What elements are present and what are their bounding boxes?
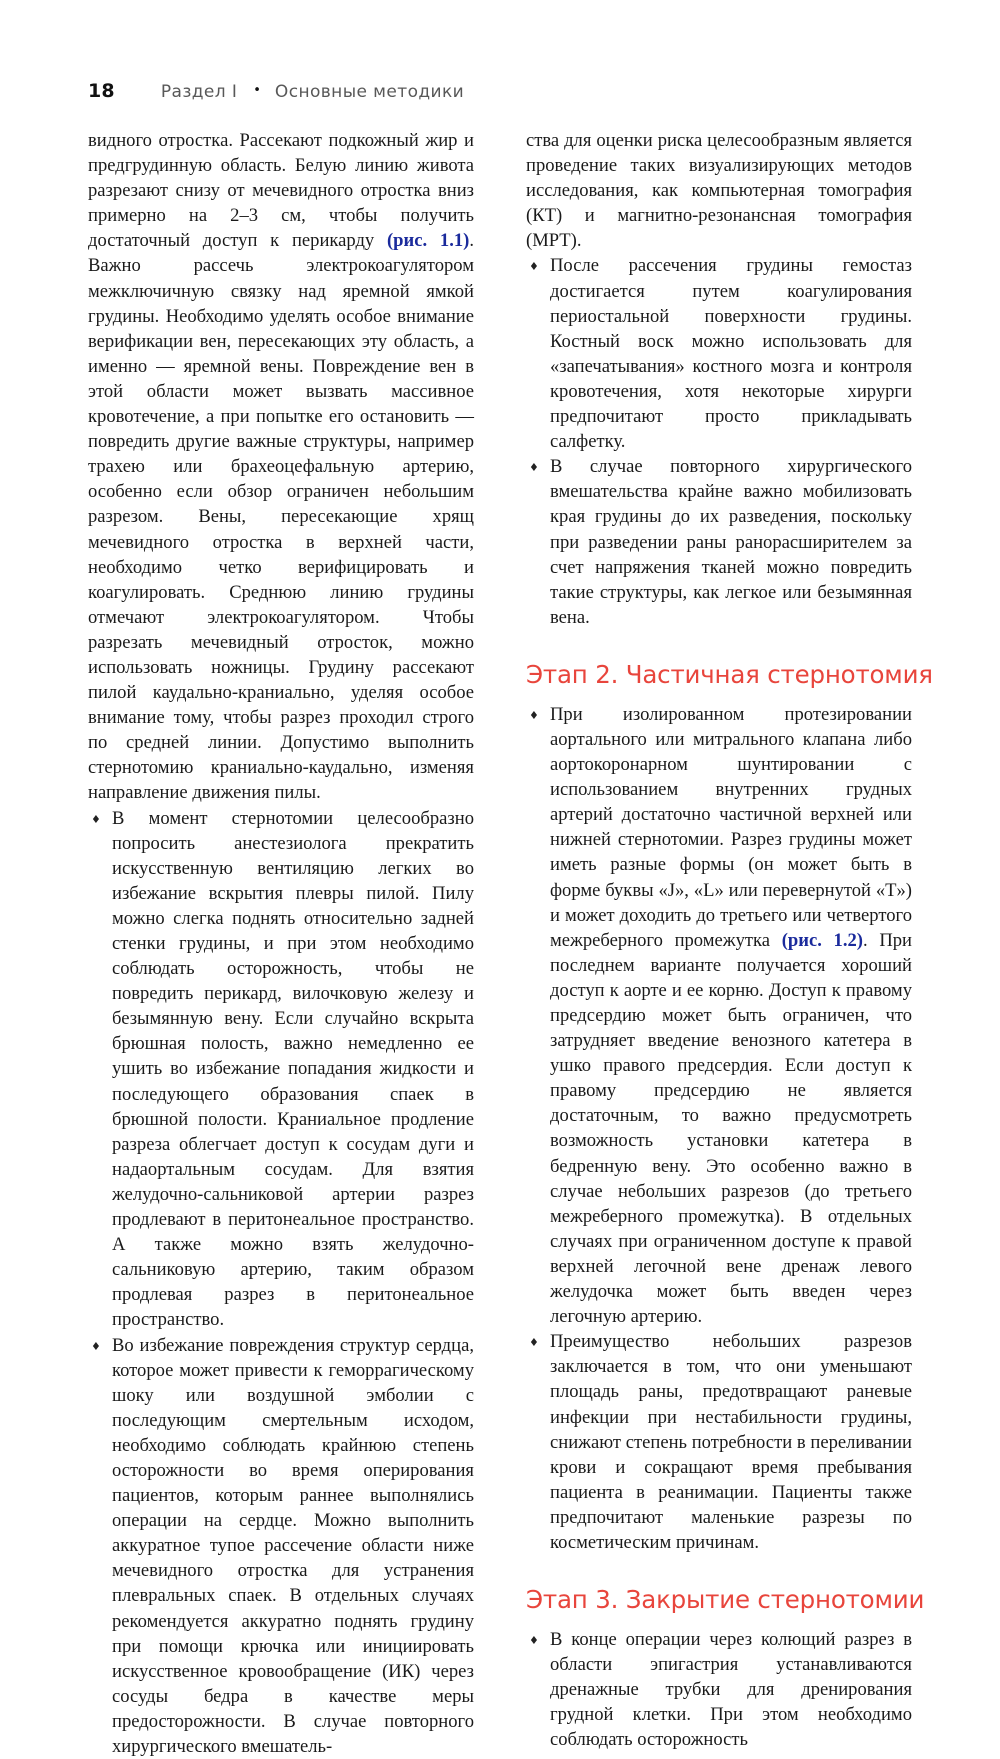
- bullet-paragraph: [526, 1627, 912, 1752]
- bullet-paragraph-text: В случае повторного хирургического вмешательства крайне важно мобилизовать края грудины до их разведения, поскольку при разведении раны ранорасширителем за счет напряжения тканей можно повредить такие структуры, как легкое или безымянная вена.: [550, 456, 912, 628]
- spacer: [526, 630, 912, 660]
- bullet-paragraph-text: В конце операции через колющий разрез в области эпигастрия устанавливаются дренажные трубки для дренирования грудной клетки. При этом необходимо соблюдать осторожность: [550, 1629, 912, 1750]
- bullet-paragraph: [88, 806, 474, 1333]
- paragraph: [88, 128, 474, 806]
- paragraph-text-before-ref: видного отростка. Рассекают подкожный жир и предгрудинную область. Белую линию живота разрезают снизу от мечевидного отростка вниз примерно на 2–3 см, чтобы получить достаточный доступ к перикарду: [88, 130, 474, 251]
- bullet-paragraph: [526, 454, 912, 630]
- diamond-bullet-icon: ♦: [529, 254, 539, 279]
- bullet-paragraph-text-before-ref: При изолированном протезировании аортального или митрального клапана либо аортокоронарном шунтировании с использованием внутренних грудных артерий достаточно частичной верхней или нижней стернотомии. Разрез грудины может иметь разные формы (он может быть в форме буквы «J», «L» или перевернутой «T») и может доходить до третьего или четвертого межреберного промежутка: [550, 704, 912, 951]
- bullet-paragraph-text: Во избежание повреждения структур сердца, которое может привести к геморрагическому шоку или воздушной эмболии с последующим смертельным исходом, необходимо соблюдать крайнюю степень осторожности во время оперирования пациентов, которым раннее выполнялись операции на сердце. Можно выполнить аккуратное тупое рассечение области ниже мечевидного отростка для устранения плевральных спаек. В отдельных случаях рекомендуется аккуратно поднять грудину при помощи крючка или инициировать искусственное кровообращение (ИК) через сосуды бедра в качестве меры предосторожности. В случае повторного хирургического вмешатель-: [112, 1335, 474, 1758]
- diamond-bullet-icon: ♦: [529, 455, 539, 480]
- body-columns: [88, 128, 912, 1408]
- paragraph-text-after-ref: . Важно рассечь электрокоагулятором межключичную связку над яремной ямкой грудины. Необходимо уделять особое внимание верификации вен, пересекающих эту область, а именно — яремной вены. Повреждение вен в этой области может вызвать массивное кровотечение, а при попытке его остановить — повредить другие важные структуры, например трахею или брахеоцефальную артерию, особенно если обзор ограничен небольшим разрезом. Вены, пересекающие хрящ мечевидного отростка в верхней части, необходимо четко верифицировать и коагулировать. Среднюю линию грудины отмечают электрокоагулятором. Чтобы разрезать мечевидный отросток, можно использовать ножницы. Грудину рассекают пилой каудально-краниально, уделяя особое внимание тому, чтобы разрез проходил строго по средней линии. Допустимо выполнить стернотомию краниально-каудально, изменяя направление движения пилы.: [88, 230, 474, 803]
- paragraph: [526, 128, 912, 253]
- page-number: 18: [88, 80, 115, 102]
- figure-reference-link[interactable]: (рис. 1.2): [782, 930, 863, 951]
- diamond-bullet-icon: ♦: [529, 1330, 539, 1355]
- diamond-bullet-icon: ♦: [91, 1334, 101, 1359]
- spacer: [526, 690, 912, 702]
- spacer: [526, 1555, 912, 1585]
- diamond-bullet-icon: ♦: [529, 703, 539, 728]
- running-head-section: Раздел I: [161, 82, 237, 102]
- running-head-title: Основные методики: [275, 82, 464, 102]
- paragraph-text: ства для оценки риска целесообразным является проведение таких визуализирующих методов исследования, как компьютерная томография (КТ) и магнитно-резонансная томография (МРТ).: [526, 130, 912, 251]
- bullet-paragraph-text-after-ref: . При последнем варианте получается хороший доступ к аорте и ее корню. Доступ к правому предсердию может быть ограничен, что затрудняет введение венозного катетера в ушко правого предсердия. Если доступ к правому предсердию не является достаточным, то важно предусмотреть возможность установки катетера в бедренную вену. Это особенно важно в случае небольших разрезов (до третьего межреберного промежутка). В отдельных случаях при ограниченном доступе к правой верхней легочной вене дренаж левого желудочка может быть введен через легочную артерию.: [550, 930, 912, 1327]
- bullet-paragraph: [88, 1333, 474, 1759]
- section-heading-stage-2: Этап 2. Частичная стернотомия: [526, 660, 912, 690]
- bullet-paragraph-text: Преимущество небольших разрезов заключается в том, что они уменьшают площадь раны, предотвращают раневые инфекции при нестабильности грудины, снижают степень потребности в переливании крови и сокращают время пребывания пациента в реанимации. Пациенты также предпочитают маленькие разрезы по косметическим причинам.: [550, 1331, 912, 1553]
- bullet-separator-icon: •: [253, 83, 261, 98]
- bullet-paragraph: [526, 253, 912, 454]
- bullet-paragraph: [526, 1329, 912, 1555]
- bullet-paragraph-text: В момент стернотомии целесообразно попросить анестезиолога прекратить искусственную вентиляцию легких во избежание вскрытия плевры пилой. Пилу можно слегка поднять относительно задней стенки грудины, и при этом необходимо соблюдать осторожность, чтобы не повредить перикард, вилочковую железу и безымянную вену. Если случайно вскрыта брюшная полость, важно немедленно ее ушить во избежание попадания жидкости и последующего образования спаек в брюшной полости. Краниальное продление разреза облегчает доступ к сосудам дуги и надаортальным сосудам. Для взятия желудочно-сальниковой артерии разрез продлевают в перитонеальное пространство. А также можно взять желудочно-сальниковую артерию, таким образом продлевая разрез в перитонеальное пространство.: [112, 808, 474, 1331]
- section-heading-stage-3: Этап 3. Закрытие стернотомии: [526, 1585, 912, 1615]
- diamond-bullet-icon: ♦: [529, 1628, 539, 1653]
- bullet-paragraph-text: После рассечения грудины гемостаз достигается путем коагулирования периостальной поверхности грудины. Костный воск можно использовать для «запечатывания» костного мозга и контроля кровотечения, хотя некоторые хирурги предпочитают просто прикладывать салфетку.: [550, 255, 912, 452]
- diamond-bullet-icon: ♦: [91, 807, 101, 832]
- figure-reference-link[interactable]: (рис. 1.1): [387, 230, 469, 251]
- spacer: [526, 1615, 912, 1627]
- column-right: [526, 128, 912, 1408]
- running-head: [88, 80, 912, 110]
- bullet-paragraph: [526, 702, 912, 1329]
- column-left: [88, 128, 474, 1408]
